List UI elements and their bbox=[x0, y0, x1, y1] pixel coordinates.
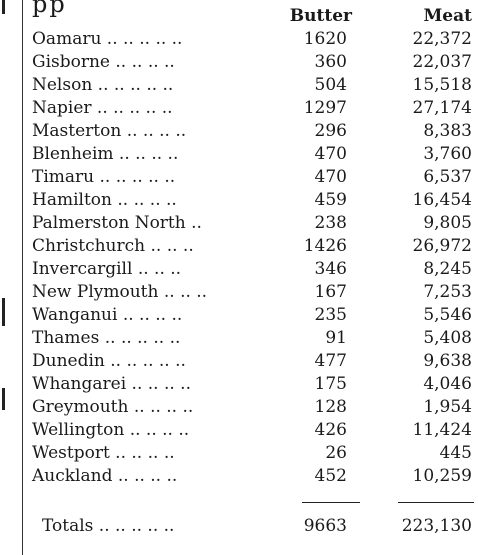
meat-cell: 8,245 bbox=[423, 259, 472, 279]
meat-cell: 22,372 bbox=[412, 29, 472, 49]
table-row bbox=[32, 442, 478, 465]
meat-cell: 27,174 bbox=[412, 98, 472, 118]
totals-butter: 9663 bbox=[303, 516, 347, 536]
table-row bbox=[32, 97, 478, 120]
butter-cell: 167 bbox=[314, 282, 347, 302]
place-cell: Wanganui .. .. .. .. bbox=[32, 305, 183, 325]
place-cell: New Plymouth .. .. .. bbox=[32, 282, 208, 302]
table-row bbox=[32, 373, 478, 396]
table-row bbox=[32, 327, 478, 350]
page-fragment-text: pp bbox=[32, 0, 67, 18]
place-cell: Blenheim .. .. .. .. bbox=[32, 144, 179, 164]
butter-cell: 452 bbox=[314, 466, 347, 486]
place-cell: Invercargill .. .. .. bbox=[32, 259, 182, 279]
place-cell: Thames .. .. .. .. .. bbox=[32, 328, 181, 348]
place-cell: Napier .. .. .. .. .. bbox=[32, 98, 173, 118]
butter-cell: 346 bbox=[314, 259, 347, 279]
place-cell: Oamaru .. .. .. .. .. bbox=[32, 29, 183, 49]
totals-label: Totals .. .. .. .. .. bbox=[42, 516, 175, 536]
place-cell: Wellington .. .. .. .. bbox=[32, 420, 190, 440]
butter-cell: 459 bbox=[314, 190, 347, 210]
left-column-rule bbox=[22, 0, 23, 555]
table-row bbox=[32, 396, 478, 419]
table-row bbox=[32, 465, 478, 488]
butter-cell: 470 bbox=[314, 144, 347, 164]
meat-cell: 11,424 bbox=[412, 420, 472, 440]
table-row bbox=[32, 74, 478, 97]
margin-mark bbox=[2, 0, 5, 14]
meat-cell: 7,253 bbox=[423, 282, 472, 302]
place-cell: Hamilton .. .. .. .. bbox=[32, 190, 177, 210]
butter-cell: 1620 bbox=[303, 29, 347, 49]
place-cell: Gisborne .. .. .. .. bbox=[32, 52, 175, 72]
table-row bbox=[32, 189, 478, 212]
place-cell: Westport .. .. .. .. bbox=[32, 443, 175, 463]
place-cell: Greymouth .. .. .. .. bbox=[32, 397, 194, 417]
table-row bbox=[32, 120, 478, 143]
butter-cell: 175 bbox=[314, 374, 347, 394]
table-row bbox=[32, 28, 478, 51]
butter-total-rule bbox=[302, 502, 360, 503]
meat-cell: 26,972 bbox=[412, 236, 472, 256]
table-row bbox=[32, 419, 478, 442]
meat-cell: 5,546 bbox=[423, 305, 472, 325]
totals-row bbox=[32, 515, 478, 538]
butter-cell: 296 bbox=[314, 121, 347, 141]
totals-rules bbox=[32, 488, 478, 515]
butter-cell: 1297 bbox=[303, 98, 347, 118]
table-row bbox=[32, 235, 478, 258]
meat-cell: 445 bbox=[439, 443, 472, 463]
meat-cell: 9,805 bbox=[423, 213, 472, 233]
butter-cell: 504 bbox=[314, 75, 347, 95]
table-row bbox=[32, 258, 478, 281]
meat-total-rule bbox=[398, 502, 474, 503]
butter-cell: 470 bbox=[314, 167, 347, 187]
butter-cell: 238 bbox=[314, 213, 347, 233]
meat-cell: 6,537 bbox=[423, 167, 472, 187]
butter-cell: 360 bbox=[314, 52, 347, 72]
table-row bbox=[32, 281, 478, 304]
table-header-row bbox=[32, 5, 478, 28]
place-cell: Timaru .. .. .. .. .. bbox=[32, 167, 176, 187]
butter-cell: 26 bbox=[325, 443, 347, 463]
margin-mark bbox=[2, 388, 5, 410]
butter-cell: 91 bbox=[325, 328, 347, 348]
table-row bbox=[32, 212, 478, 235]
shipment-table bbox=[32, 5, 478, 538]
margin-mark bbox=[2, 298, 5, 326]
table-row bbox=[32, 143, 478, 166]
butter-cell: 1426 bbox=[303, 236, 347, 256]
table-body bbox=[32, 28, 478, 488]
meat-cell: 16,454 bbox=[412, 190, 472, 210]
table-row bbox=[32, 166, 478, 189]
meat-cell: 22,037 bbox=[412, 52, 472, 72]
butter-cell: 128 bbox=[314, 397, 347, 417]
meat-cell: 8,383 bbox=[423, 121, 472, 141]
place-cell: Whangarei .. .. .. .. bbox=[32, 374, 191, 394]
butter-column-header: Butter bbox=[289, 6, 352, 26]
meat-cell: 4,046 bbox=[423, 374, 472, 394]
meat-cell: 3,760 bbox=[423, 144, 472, 164]
table-row bbox=[32, 51, 478, 74]
butter-cell: 426 bbox=[314, 420, 347, 440]
meat-cell: 1,954 bbox=[423, 397, 472, 417]
butter-cell: 477 bbox=[314, 351, 347, 371]
place-cell: Nelson .. .. .. .. .. bbox=[32, 75, 174, 95]
meat-cell: 10,259 bbox=[412, 466, 472, 486]
table-row bbox=[32, 304, 478, 327]
meat-cell: 5,408 bbox=[423, 328, 472, 348]
place-cell: Auckland .. .. .. .. bbox=[32, 466, 178, 486]
meat-column-header: Meat bbox=[423, 6, 472, 26]
meat-cell: 15,518 bbox=[412, 75, 472, 95]
butter-cell: 235 bbox=[314, 305, 347, 325]
totals-meat: 223,130 bbox=[401, 516, 472, 536]
table-row bbox=[32, 350, 478, 373]
meat-cell: 9,638 bbox=[423, 351, 472, 371]
place-cell: Christchurch .. .. .. bbox=[32, 236, 194, 256]
place-cell: Masterton .. .. .. .. bbox=[32, 121, 187, 141]
place-cell: Dunedin .. .. .. .. .. bbox=[32, 351, 186, 371]
place-cell: Palmerston North .. bbox=[32, 213, 202, 233]
